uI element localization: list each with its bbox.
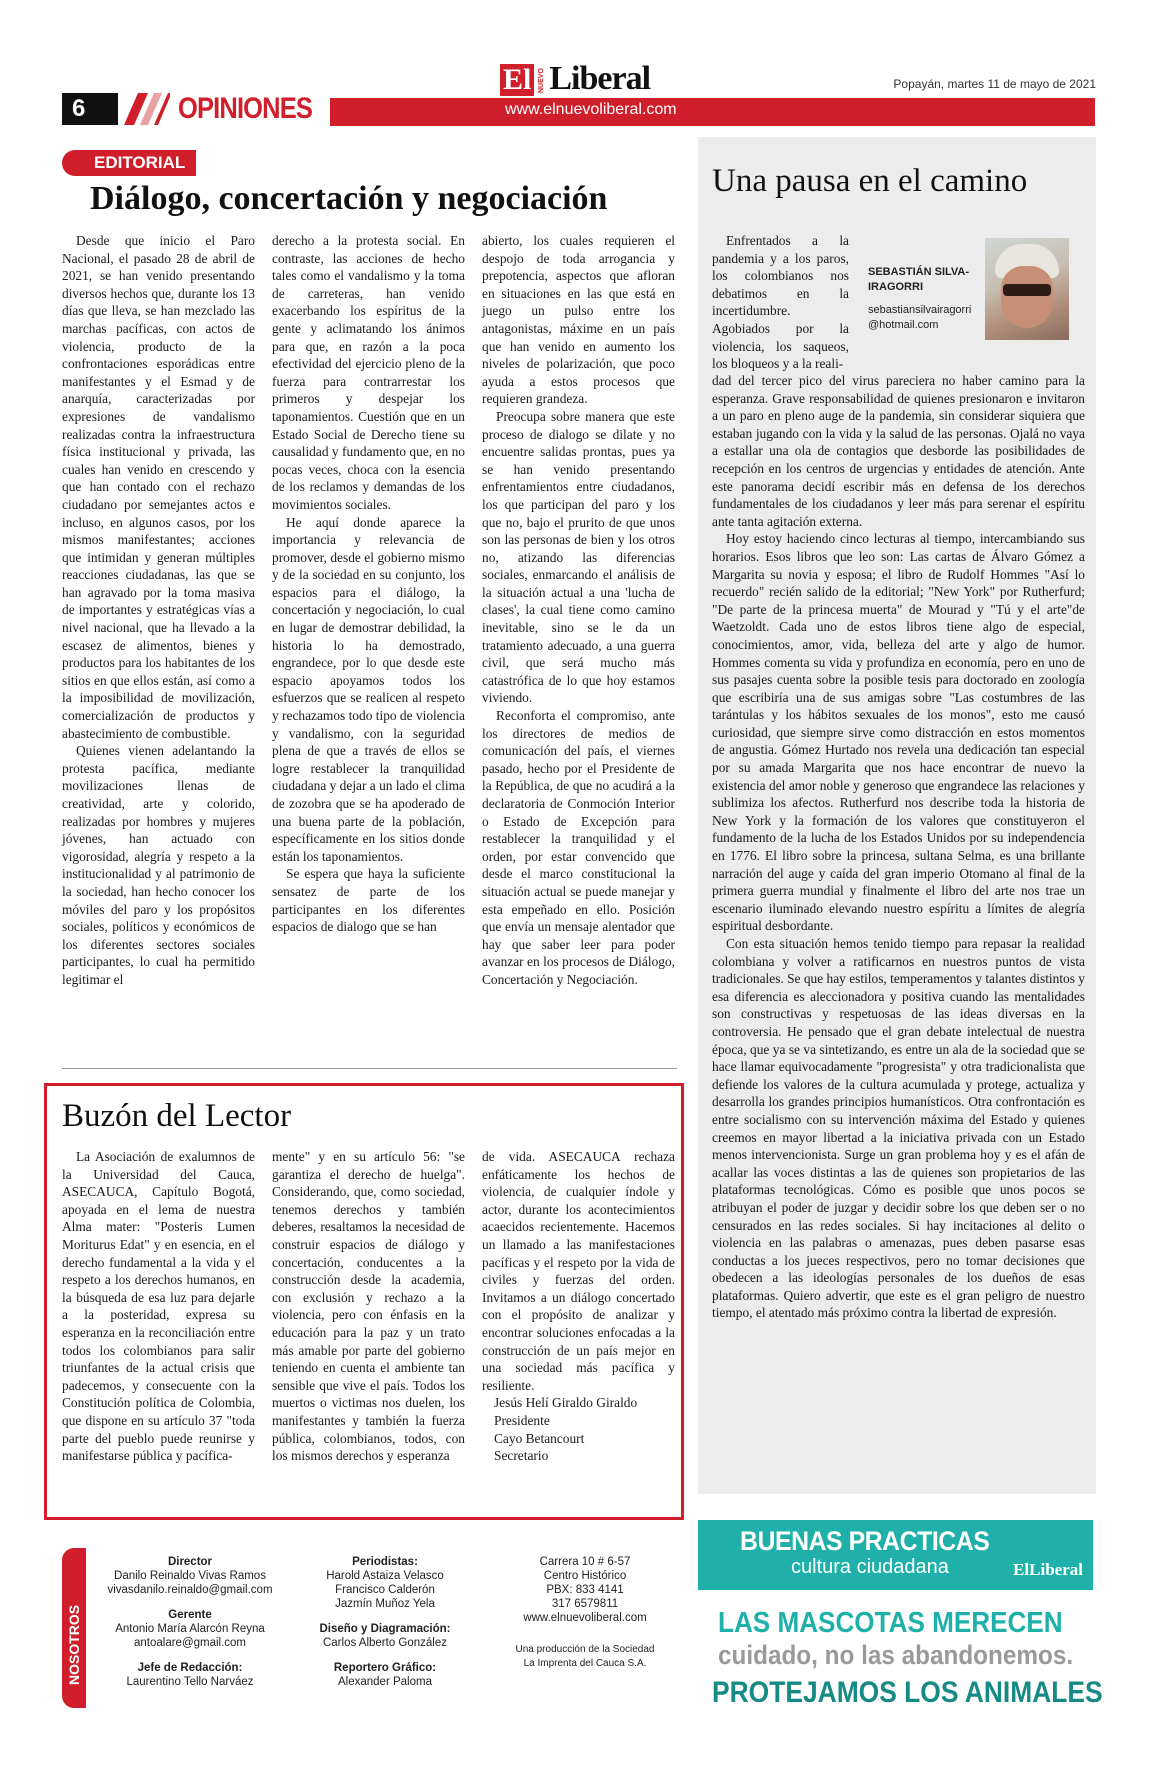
- paragraph: mente" y en su artículo 56: "se garantiza el derecho de huelga". Considerando, que, como sociedad, tenemos derechos y también deberes, resaltamos la necesidad de construir espacios de diálogo y concertación, conducentes a la construcción desde la academia, con exclusión y rechazo a la violencia, pero con énfasis en la educación para la paz y un trato más amable por parte del gobierno teniendo en cuenta el ambiente tan sensible que vive el país. Todos los muertos o victimas nos duelen, los manifestantes y también la fuerza pública, colombianos, todos, con los mismos derechos y esperanza: [272, 1149, 465, 1464]
- paragraph: Se espera que haya la suficiente sensatez de parte de los participantes en los diferentes espacios de dialogo que se han: [272, 866, 465, 935]
- paragraph: de vida. ASECAUCA rechaza enfáticamente los hechos de violencia, de cualquier índole y actor, durante los acontecimientos acaecidos recientemente. Hacemos un llamado a las manifestaciones pacíficas y el respeto por la vida de civiles y fuerzas del orden. Invitamos a un diálogo concertado con el propósito de analizar y encontrar soluciones enfocadas a la construcción de un país mejor en una sociedad más pacífica y resiliente.: [482, 1149, 675, 1393]
- address-line: Carrera 10 # 6-57: [539, 1556, 631, 1568]
- periodista-name: Harold Astaiza Velasco: [326, 1570, 444, 1582]
- website-line[interactable]: www.elnuevoliberal.com: [523, 1612, 647, 1624]
- header-bar: [330, 98, 1095, 126]
- buzon-column-3: [482, 1148, 675, 1465]
- director-name: Danilo Reinaldo Vivas Ramos: [114, 1570, 266, 1582]
- ad-line-2: cuidado, no las abandonemos.: [718, 1640, 1074, 1670]
- section-title: OPINIONES: [178, 92, 313, 125]
- periodista-name: Jazmín Muñoz Yela: [335, 1598, 435, 1610]
- paragraph: Desde que inicio el Paro Nacional, el pasado 28 de abril de 2021, se han venido presentando diversos hechos que, durante los 13 días que lleva, se han mezclado las marchas pacíficas, con actos de violencia, producto de la confrontaciones esporádicas entre manifestantes y el Esmad y de anarquía, caracterizadas por expresiones de vandalismo realizadas contra la infraestructura física institucional y privada, las cuales han venido en crescendo y que han contado con el rechazo ciudadano por semejantes actos e incluso, en algunos casos, por los mismos manifestantes; acciones que intimidan y generan múltiples reacciones ciudadanas, las que se han agravado por la toma masiva de importantes y estratégicas vías a nivel nacional, que ha llevado a la escasez de alimentos, bienes y productos para los habitantes de los sitios en que ellos están, así como a la imposibilidad de movilización, comercialización de productos y abastecimiento de combustible.: [62, 233, 255, 741]
- director-label: Director: [167, 1556, 213, 1568]
- signature-line: Secretario: [494, 1448, 549, 1464]
- staff-block-1: [105, 1555, 275, 1689]
- editorial-tag: EDITORIAL: [62, 150, 196, 176]
- editorial-title: Diálogo, concertación y negociación: [90, 180, 608, 217]
- author-photo: [985, 238, 1069, 340]
- divider: [62, 1068, 677, 1069]
- nosotros-tab: [62, 1548, 86, 1708]
- ad-headline: BUENAS PRACTICAS: [740, 1526, 990, 1556]
- jefe-label: Jefe de Redacción:: [137, 1662, 243, 1674]
- paragraph: Con esta situación hemos tenido tiempo para repasar la realidad colombiana y volver a ratificarnos en nuestros puntos de vista tradicionales. Se que hay estilos, temperamentos y talantes distintos y esa diferencia es aleccionadora y positiva cuando las mentalidades son constructivas y respetuosas de las ideas diversas en la controversia. He pensado que el gran debate intelectual de nuestra época, que ya se va sintetizando, es entre un ala de la sociedad que se hace llamar equivocadamente "progresista" y otra tradicionalista que defiende los valores de la cultura acumulada y protege, actualiza y desarrolla los grandes principios humanísticos. Otra confrontación es entre socialismo con su intervención máxima del Estado y quienes creemos en mayor libertad a la iniciativa privada con un Estado menos intervencionista. Surge un gran problema hoy y es el afán de acallar las voces distintas a las de quienes son propietarios de las plataformas tecnológicas. Cómo es posible que unos pocos se atribuyan el poder de juzgar y decidir sobre los que deben ser o no censurados en las redes sociales. Si hay incitaciones al delito o violencia en las palabras o amenazas, pues deben pasarse esas conductas a los jueces respectivos, pero no tomar decisiones que obedecen a las ideologías personales de los dueños de esas plataformas. Quiero advertir, que este es el gran peligro de nuestro tiempo, el atentado más próximo contra la libertad de expresión.: [712, 936, 1085, 1321]
- paragraph: La Asociación de exalumnos de la Universidad del Cauca, ASECAUCA, Capítulo Bogotá, apoyada en el lema de nuestra Alma mater: "Posteris Lumen Moriturus Edat" y en esencia, en el derecho fundamental a la vida y el respeto a los derechos humanos, en la búsqueda de esa luz para dejarle a la posteridad, expresa su esperanza en la reconciliación entre todos los colombianos para salir triunfantes de la actual crisis que padecemos, y consecuente con la Constitución política de Colombia, que dispone en su artículo 37 "toda parte del pueblo puede reunirse y manifestarse pública y pacífica-: [62, 1149, 255, 1464]
- buzon-column-1: [62, 1148, 255, 1465]
- issue-date: Popayán, martes 11 de mayo de 2021: [893, 77, 1096, 91]
- paragraph: Enfrentados a la pandemia y a los paros, los colombianos nos debatimos en la incertidumbre. Agobiados por la violencia, los saqueos, los bloqueos y a la reali-: [712, 233, 849, 372]
- signature-line: Jesús Helí Giraldo Giraldo: [494, 1395, 638, 1411]
- ad-line-1: LAS MASCOTAS MERECEN: [718, 1607, 1063, 1639]
- produccion-line: Una producción de la Sociedad: [515, 1644, 655, 1655]
- reportero-name: Alexander Paloma: [338, 1676, 432, 1688]
- logo-nuevo: NUEVO: [538, 68, 546, 94]
- produccion-line: La Imprenta del Cauca S.A.: [523, 1658, 647, 1669]
- editorial-column-2: [272, 232, 465, 936]
- section-slashes: [118, 93, 170, 125]
- periodista-name: Francisco Calderón: [335, 1584, 435, 1596]
- opinion-body: [712, 372, 1085, 1322]
- newspaper-logo: [500, 60, 650, 96]
- buzon-column-2: [272, 1148, 465, 1465]
- logo-liberal: Liberal: [549, 60, 651, 97]
- author-email[interactable]: sebastiansilvairagorri@hotmail.com: [868, 304, 972, 331]
- phone-line: 317 6579811: [551, 1598, 619, 1610]
- paragraph: Preocupa sobre manera que este proceso de dialogo se dilate y no encuentre salidas prontas, pues ya se han venido presentando enfrentamientos entre ciudadanos, los que participan del paro y los que no, bajo el prurito de que unos son las personas de bien y los otros no, atizando las diferencias sociales, enmarcando el análisis de la situación actual a una 'lucha de clases', la cual tiene como camino inevitable, sino se le da un tratamiento adecuado, a una guerra civil, que será mucho más catastrófica de lo que hoy estamos viviendo.: [482, 408, 675, 706]
- gerente-name: Antonio María Alarcón Reyna: [115, 1623, 265, 1635]
- signature-line: Cayo Betancourt: [494, 1430, 585, 1446]
- jefe-name: Laurentino Tello Narváez: [126, 1676, 254, 1688]
- reportero-label: Reportero Gráfico:: [333, 1662, 437, 1674]
- editorial-column-1: [62, 232, 255, 989]
- opinion-title: Una pausa en el camino: [712, 163, 1028, 199]
- signature-line: Presidente: [494, 1412, 550, 1428]
- paragraph: Reconforta el compromiso, ante los directores de medios de comunicación del país, el viernes pasado, hecho por el Presidente de la República, de que no acudirá a la declaratoria de Conmoción Interior o Estado de Excepción para restablecer la tranquilidad y el orden, por estar convencido que desde el marco constitucional la situación actual se puede manejar y esta empeñado en ello. Posición que envía un mensaje alentador que hay que saber leer para poder avanzar en los procesos de Diálogo, Concertación y Negociación.: [482, 708, 675, 987]
- staff-block-2: [300, 1555, 470, 1689]
- paragraph: dad del tercer pico del virus pareciera no haber camino para la esperanza. Grave responsabilidad de quienes presionaron e invitaron a un paro en pleno auge de la pandemia, sin considerar siquiera que estaban jugando con la vida y la salud de las personas. Ojalá no vaya a estallar una ola de contagios que desborde las posibilidades de recepción en los centros de urgencias y entidades de atención. Ante este panorama decidí escribir más en defensa de los derechos fundamentales de los ciudadanos y leer más para serenar el espíritu ante tanta agitación externa.: [712, 373, 1085, 529]
- paragraph: He aquí donde aparece la importancia y relevancia de promover, desde el gobierno mismo y de la sociedad en su conjunto, los espacios para el diálogo, la concertación y negociación, lo cual en lugar de demostrar debilidad, la historia lo ha demostrado, engrandece, por lo que desde este espacio apoyamos todos los esfuerzos que se realicen al respeto y rechazamos todo tipo de violencia y vandalismo, con la seguridad plena de que a través de ellos se logre restablecer la tranquilidad ciudadana y dejar a un lado el clima de zozobra que se ha apoderado de una buena parte de la población, específicamente en los sitios donde están los taponamientos.: [272, 514, 465, 864]
- director-email[interactable]: vivasdanilo.reinaldo@gmail.com: [107, 1584, 273, 1596]
- paragraph: abierto, los cuales requieren el despojo de toda arrogancia y prepotencia, aspectos que afloran en situaciones en las que está en juego un pulso entre los antagonistas, máxime en un país que han venido en aumento los niveles de polarización, que poco ayuda a estos procesos que requieren grandeza.: [482, 233, 675, 407]
- nosotros-label: NOSOTROS: [66, 1604, 82, 1685]
- diseno-name: Carlos Alberto González: [322, 1637, 447, 1649]
- page-number: 6: [62, 93, 118, 125]
- paragraph: Quienes vienen adelantando la protesta pacífica, mediante movilizaciones llenas de creatividad, arte y colorido, realizadas por hombres y mujeres jóvenes, han actuado con vigorosidad, alegría y respeto a la institucionalidad y al patrimonio de la sociedad, han hecho conocer los móviles del paro y los propósitos sociales, políticos y económicos de los diferentes sectores sociales participantes, lo cual ha permitido legitimar el: [62, 743, 255, 987]
- phone-line: PBX: 833 4141: [546, 1584, 624, 1596]
- paragraph: Hoy estoy haciendo cinco lecturas al tiempo, intercambiando sus horarios. Esos libros que leo son: Las cartas de Álvaro Gómez a Margarita su novia y esposa; el libro de Rudolf Hommes "Así lo recuerdo" recién salido de la editorial; "New York" por Rutherfurd; "De parte de la princesa muerta" de Mourad y "Tú y el arte"de Waetzoldt. Cada uno de estos libros tiene algo de especial, conocimientos, amor, vida, belleza del arte y algo de humor. Hommes comenta su vida y profundiza en economía, pero en uno de sus pasajes cuenta sobre la posible tesis para doctorado en zoología que escribiría una de sus amigas sobre "Las costumbres de las tarántulas y los hábitos sexuales de los monos", esto me causó curiosidad, que siempre sirve como distracción en estos momentos de angustia. Gómez Hurtado nos revela una dedicación tan especial por su amada Margarita que nos hace encontrar de nuevo la existencia del amor noble y generoso que engrandece las relaciones y sublimiza los afectos. Rutherfurd nos describe toda la historia de New York y la formación de los valores que constituyeron el fundamento de la lucha de los Estados Unidos por su independencia en 1776. El libro sobre la princesa, sultana Selma, es una brillante narración del auge y caída del gran imperio Otomano al final de la primera guerra mundial y finalmente el libro del arte nos trae un escenario iluminado elevando nuestro espíritu a límites de alegría espiritual desbordante.: [712, 531, 1085, 934]
- ad-logo: ElLiberal: [1013, 1560, 1083, 1579]
- diseno-label: Diseño y Diagramación:: [319, 1623, 451, 1635]
- periodistas-label: Periodistas:: [352, 1556, 418, 1568]
- ad-subline: cultura ciudadana: [791, 1556, 949, 1578]
- gerente-label: Gerente: [168, 1609, 212, 1621]
- opinion-intro: [712, 232, 849, 373]
- buzon-title: Buzón del Lector: [62, 1098, 292, 1134]
- ad-line-3: PROTEJAMOS LOS ANIMALES: [712, 1676, 1103, 1709]
- author-name: SEBASTIÁN SILVA-IRAGORRI: [868, 266, 970, 293]
- gerente-email[interactable]: antoalare@gmail.com: [133, 1637, 247, 1649]
- website-link[interactable]: www.elnuevoliberal.com: [505, 101, 677, 118]
- paragraph: derecho a la protesta social. En contraste, las acciones de hecho tales como el vandalismo y la toma de carreteras, han venido exacerbando los espíritus de la gente y aclimatando los ánimos para que, en razón a la poca efectividad del ejercicio pleno de la fuerza para contrarrestar los primeros y despejar los taponamientos. Cuestión que en un Estado Social de Derecho tiene su causalidad y fundamento que, en no pocas veces, choca con la esencia de los reclamos y demandas de los movimientos sociales.: [272, 233, 465, 512]
- contact-block: [500, 1555, 670, 1671]
- address-line: Centro Histórico: [543, 1570, 627, 1582]
- logo-el: El: [500, 64, 534, 96]
- ad-banner: [698, 1520, 1093, 1590]
- editorial-column-3: [482, 232, 675, 989]
